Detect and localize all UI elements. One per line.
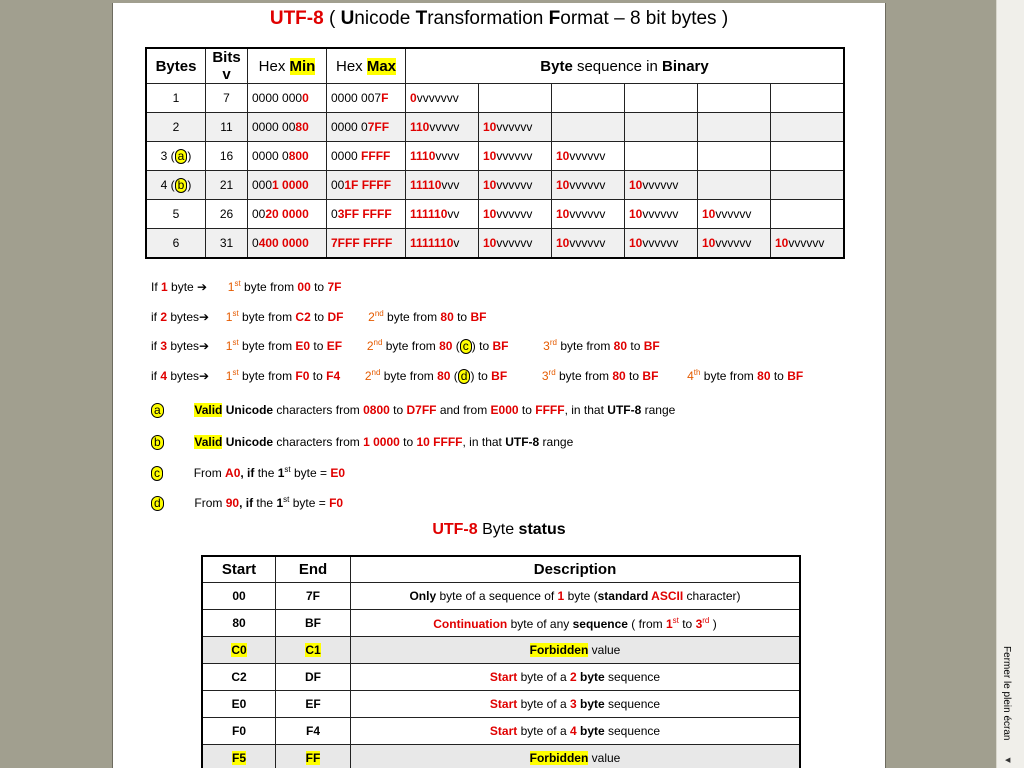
status-row (202, 745, 800, 768)
col-hex-max: Hex Max (327, 48, 406, 84)
cell-byte-2: 10vvvvvv (479, 171, 552, 200)
collapse-arrow-icon[interactable]: ◀ (1005, 757, 1011, 764)
section-title: UTF-8 Byte status (432, 521, 566, 538)
cell-description: Start byte of a 4 byte sequence (351, 718, 801, 745)
rule-4-bytes: if 4 bytes➔ 1st byte from F0 to F4 2nd byte from 80 ( d ) to BF 3rd byte from 80 to BF 4th byte from 80 to BF (151, 368, 804, 383)
status-row (202, 718, 800, 745)
exit-fullscreen-label[interactable]: Fermer le plein écran (1001, 646, 1012, 741)
cell-byte-2: 10vvvvvv (479, 142, 552, 171)
status-row (202, 637, 800, 664)
cell-byte-5: 10vvvvvv (698, 229, 771, 259)
cell-byte-3: 10vvvvvv (552, 229, 625, 259)
cell-hex-max: 0000 07FF (327, 113, 406, 142)
table-row (146, 84, 844, 113)
col-bits: Bits v (206, 48, 248, 84)
cell-start: C0 (202, 637, 276, 664)
cell-byte-1: 0vvvvvvv (406, 84, 479, 113)
cell-byte-3: 10vvvvvv (552, 200, 625, 229)
cell-empty (771, 200, 845, 229)
cell-hex-max: 7FFF FFFF (327, 229, 406, 259)
status-row (202, 664, 800, 691)
status-row (202, 583, 800, 610)
cell-start: F0 (202, 718, 276, 745)
table-row (146, 113, 844, 142)
cell-bytes: 3 ( a ) (146, 142, 206, 171)
cell-byte-3: 10vvvvvv (552, 171, 625, 200)
cell-byte-4: 10vvvvvv (625, 229, 698, 259)
note-a: a Valid Unicode characters from 0800 to D7FF and from E000 to FFFF, in that UTF-8 range (151, 403, 675, 418)
cell-hex-min: 0020 0000 (248, 200, 327, 229)
cell-byte-6: 10vvvvvv (771, 229, 845, 259)
table-row (146, 142, 844, 171)
cell-empty (698, 171, 771, 200)
cell-empty (625, 113, 698, 142)
table-row (146, 171, 844, 200)
col-description: Description (351, 556, 801, 583)
cell-hex-min: 0400 0000 (248, 229, 327, 259)
col-bytes: Bytes (146, 48, 206, 84)
cell-start: 00 (202, 583, 276, 610)
cell-bits: 16 (206, 142, 248, 171)
cell-empty (698, 142, 771, 171)
cell-bits: 21 (206, 171, 248, 200)
cell-start: F5 (202, 745, 276, 768)
cell-empty (771, 113, 845, 142)
cell-empty (771, 142, 845, 171)
cell-empty (771, 171, 845, 200)
cell-byte-2: 10vvvvvv (479, 229, 552, 259)
cell-byte-1: 1110vvvv (406, 142, 479, 171)
cell-bits: 11 (206, 113, 248, 142)
status-header-row (202, 556, 800, 583)
col-end: End (276, 556, 351, 583)
cell-empty (625, 142, 698, 171)
cell-hex-max: 0000 007F (327, 84, 406, 113)
table-row (146, 200, 844, 229)
byte-sequence-table (145, 47, 845, 259)
cell-empty (479, 84, 552, 113)
cell-end: DF (276, 664, 351, 691)
cell-bits: 26 (206, 200, 248, 229)
cell-empty (698, 113, 771, 142)
cell-empty (771, 84, 845, 113)
cell-bits: 31 (206, 229, 248, 259)
cell-hex-max: 001F FFFF (327, 171, 406, 200)
document-page (112, 3, 886, 768)
cell-bits: 7 (206, 84, 248, 113)
cell-start: C2 (202, 664, 276, 691)
fullscreen-side-panel[interactable] (996, 0, 1024, 768)
cell-hex-min: 0001 0000 (248, 171, 327, 200)
rule-2-bytes: if 2 bytes➔ 1st byte from C2 to DF 2nd byte from 80 to BF (151, 309, 487, 324)
cell-start: 80 (202, 610, 276, 637)
status-row (202, 610, 800, 637)
cell-bytes: 4 ( b ) (146, 171, 206, 200)
cell-byte-4: 10vvvvvv (625, 200, 698, 229)
cell-description: Forbidden value (351, 637, 801, 664)
cell-hex-max: 03FF FFFF (327, 200, 406, 229)
cell-bytes: 2 (146, 113, 206, 142)
cell-hex-min: 0000 0000 (248, 84, 327, 113)
cell-byte-2: 10vvvvvv (479, 113, 552, 142)
cell-byte-5: 10vvvvvv (698, 200, 771, 229)
cell-hex-max: 0000 FFFF (327, 142, 406, 171)
table-header-row (146, 48, 844, 84)
note-c: c From A0, if the 1st byte = E0 (151, 465, 345, 481)
cell-bytes: 1 (146, 84, 206, 113)
rule-1-byte: If 1 byte ➔ 1st byte from 00 to 7F (151, 279, 342, 294)
cell-byte-4: 10vvvvvv (625, 171, 698, 200)
cell-byte-3: 10vvvvvv (552, 142, 625, 171)
table-row (146, 229, 844, 259)
cell-description: Start byte of a 3 byte sequence (351, 691, 801, 718)
cell-byte-1: 110vvvvv (406, 113, 479, 142)
cell-end: C1 (276, 637, 351, 664)
byte-status-table (201, 555, 801, 768)
cell-end: FF (276, 745, 351, 768)
cell-empty (698, 84, 771, 113)
cell-bytes: 5 (146, 200, 206, 229)
cell-description: Forbidden value (351, 745, 801, 768)
cell-empty (552, 113, 625, 142)
cell-byte-2: 10vvvvvv (479, 200, 552, 229)
cell-empty (552, 84, 625, 113)
status-row (202, 691, 800, 718)
cell-byte-1: 111110vv (406, 200, 479, 229)
cell-end: EF (276, 691, 351, 718)
cell-byte-1: 11110vvv (406, 171, 479, 200)
col-binary: Byte sequence in Binary (406, 48, 845, 84)
cell-byte-1: 1111110v (406, 229, 479, 259)
cell-description: Only byte of a sequence of 1 byte (standard ASCII character) (351, 583, 801, 610)
note-d: d From 90, if the 1st byte = F0 (151, 495, 343, 511)
cell-end: 7F (276, 583, 351, 610)
cell-description: Start byte of a 2 byte sequence (351, 664, 801, 691)
cell-bytes: 6 (146, 229, 206, 259)
col-start: Start (202, 556, 276, 583)
page-title: UTF-8 ( Unicode Transformation Format – 8 bit bytes ) (269, 8, 729, 29)
cell-description: Continuation byte of any sequence ( from 1st to 3rd ) (351, 610, 801, 637)
cell-end: BF (276, 610, 351, 637)
cell-empty (625, 84, 698, 113)
rule-3-bytes: if 3 bytes➔ 1st byte from E0 to EF 2nd byte from 80 ( c ) to BF 3rd byte from 80 to BF (151, 338, 660, 353)
note-b: b Valid Unicode characters from 1 0000 to 10 FFFF, in that UTF-8 range (151, 435, 573, 450)
col-hex-min: Hex Min (248, 48, 327, 84)
cell-end: F4 (276, 718, 351, 745)
cell-start: E0 (202, 691, 276, 718)
cell-hex-min: 0000 0080 (248, 113, 327, 142)
cell-hex-min: 0000 0800 (248, 142, 327, 171)
